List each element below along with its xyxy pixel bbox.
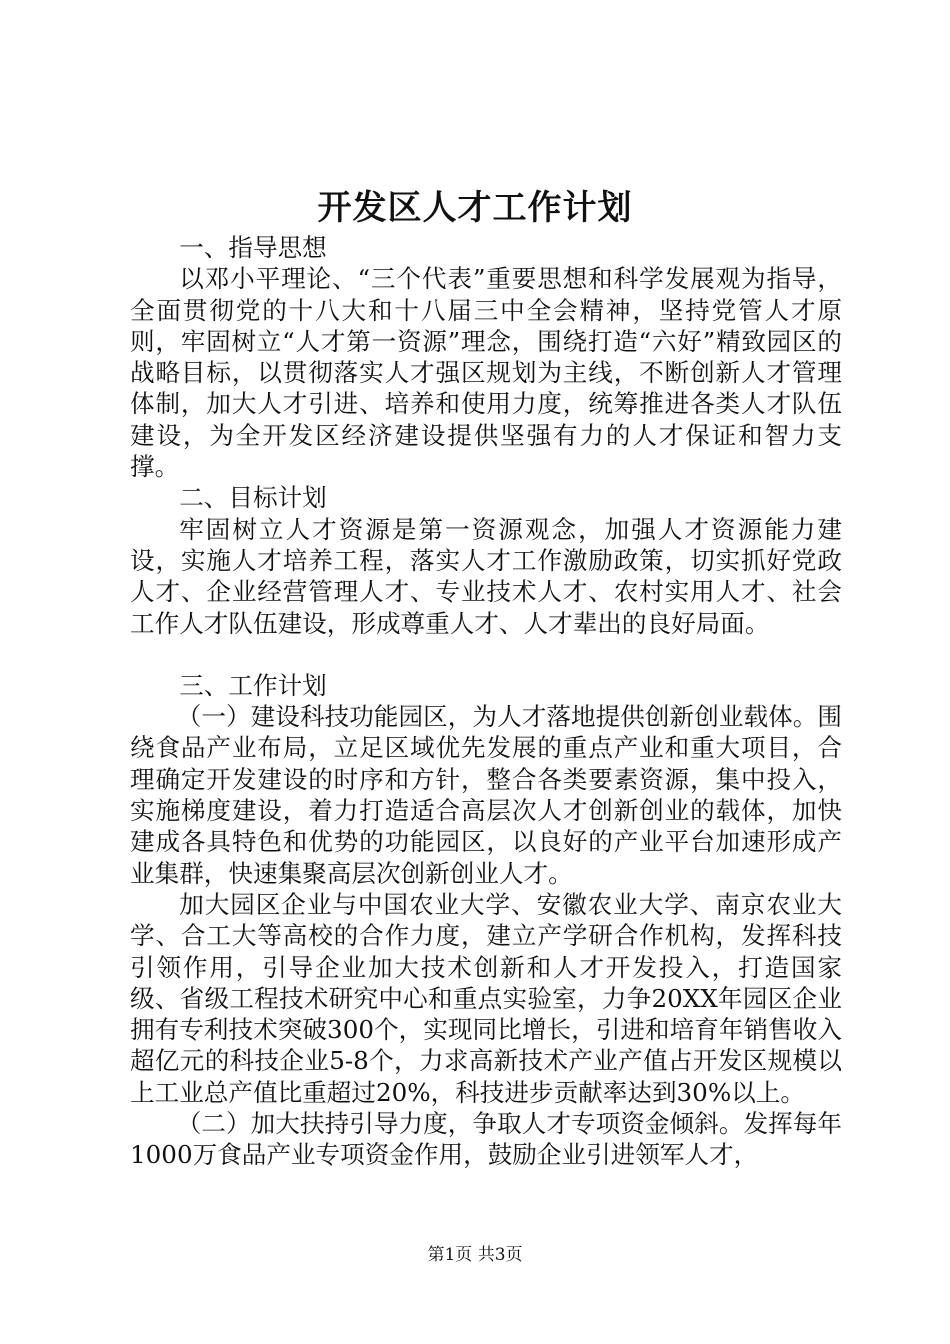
paragraph-work-plan-2: （二）加大扶持引导力度，争取人才专项资金倾斜。发挥每年1000万食品产业专项资金作用，鼓励企业引进领军人才， xyxy=(130,1109,842,1170)
paragraph-guiding-ideology: 以邓小平理论、“三个代表”重要思想和科学发展观为指导，全面贯彻党的十八大和十八届三中全会精神，坚持党管人才原则，牢固树立“人才第一资源”理念，围绕打造“六好”精致园区的战略目标，以贯彻落实人才强区规划为主线，不断创新人才管理体制，加大人才引进、培养和使用力度，统筹推进各类人才队伍建设，为全开发区经济建设提供坚强有力的人才保证和智力支撑。 xyxy=(130,264,842,482)
document-body xyxy=(130,232,842,1171)
section-heading-goals: 二、目标计划 xyxy=(179,483,327,513)
paragraph-work-plan-cooperation: 加大园区企业与中国农业大学、安徽农业大学、南京农业大学、合工大等高校的合作力度，建立产学研合作机构，发挥科技引领作用，引导企业加大技术创新和人才开发投入，打造国家级、省级工程技术研究中心和重点实验室，力争20XX年园区企业拥有专利技术突破300个，实现同比增长，引进和培育年销售收入超亿元的科技企业5-8个，力求高新技术产业产值占开发区规模以上工业总产值比重超过20%，科技进步贡献率达到30%以上。 xyxy=(130,889,842,1107)
paragraph-goals: 牢固树立人才资源是第一资源观念，加强人才资源能力建设，实施人才培养工程，落实人才工作激励政策，切实抓好党政人才、企业经营管理人才、专业技术人才、农村实用人才、社会工作人才队伍建设，形成尊重人才、人才辈出的良好局面。 xyxy=(130,514,842,638)
section-heading-guiding-ideology: 一、指导思想 xyxy=(179,233,327,262)
page-footer: 第1页 共3页 xyxy=(427,1245,523,1265)
paragraph-work-plan-1: （一）建设科技功能园区，为人才落地提供创新创业载体。围绕食品产业布局，立足区域优先发展的重点产业和重大项目，合理确定开发建设的时序和方针，整合各类要素资源，集中投入，实施梯度建设，着力打造适合高层次人才创新创业的载体，加快建成各具特色和优势的功能园区，以良好的产业平台加速形成产业集群，快速集聚高层次创新创业人才。 xyxy=(130,702,842,888)
section-heading-work-plan: 三、工作计划 xyxy=(179,670,327,700)
document-title: 开发区人才工作计划 xyxy=(317,188,633,228)
